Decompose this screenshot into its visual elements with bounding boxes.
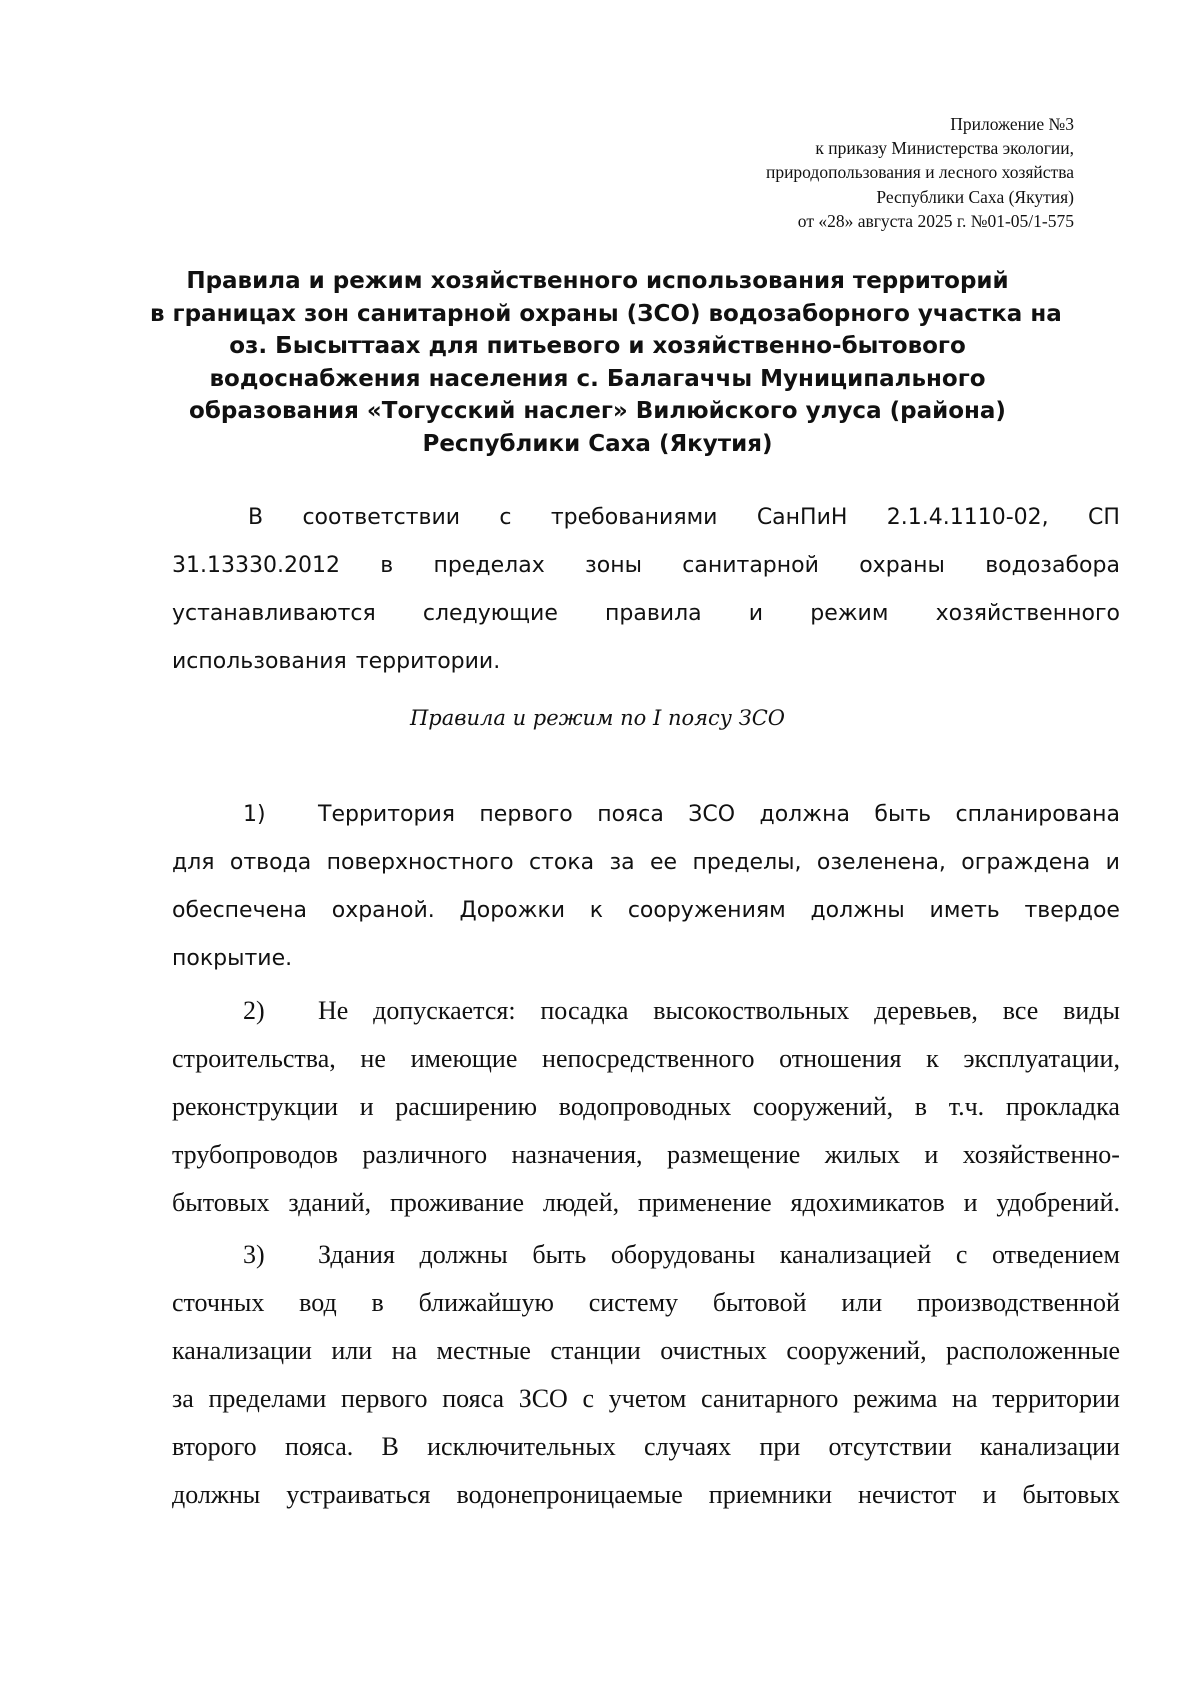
item2-line [172,1044,1120,1074]
word: за [609,850,635,875]
section-heading: Правила и режим по I поясу ЗСО [409,706,786,730]
word: пределами [208,1384,327,1413]
word: с [499,505,512,530]
word: ограждена [961,850,1091,875]
word: и [1105,850,1120,875]
word: все [1002,996,1039,1025]
item-number: 2) [243,996,265,1025]
word: сточных [172,1288,265,1317]
title-line: Республики Саха (Якутия) [422,430,773,457]
word: обеспечена [172,898,307,923]
word: или [331,1336,373,1365]
word: непосредственного [542,1044,755,1073]
word: режима [853,1384,938,1413]
word: и [924,1140,939,1169]
item3-line [172,1336,1120,1366]
word: приемники [708,1480,832,1509]
word: и [982,1480,997,1509]
word: 2.1.4.1110-02, [886,505,1049,530]
intro-line [172,551,1120,581]
word: использования [172,649,347,674]
word: расположенные [946,1336,1120,1365]
word: ЗСО [688,802,736,827]
intro-line [172,599,1120,629]
word: канализацией [779,1240,932,1269]
word: зданий, [288,1188,372,1217]
word: быть [532,1240,587,1269]
word: учетом [608,1384,687,1413]
intro-line [172,647,1120,677]
word: водонепроницаемые [456,1480,683,1509]
word: и [963,1188,978,1217]
appendix-line: природопользования и лесного хозяйства [765,162,1074,183]
word: режим [810,601,889,626]
word: быть [874,802,932,827]
word: деревьев, [874,996,978,1025]
word: в [371,1288,384,1317]
word: водопроводных [558,1092,732,1121]
word: санитарной [682,553,819,578]
word: правила [605,601,702,626]
word: канализации [980,1432,1120,1461]
item1-line [318,800,1120,830]
word: за [172,1384,194,1413]
word: производственной [916,1288,1120,1317]
word: жилых [824,1140,901,1169]
word: покрытие. [172,946,293,971]
item3-line [172,1480,1120,1510]
word: устанавливаются [172,601,376,626]
title-line: Правила и режим хозяйственного использования территорий [186,268,1009,294]
word: зоны [585,553,642,578]
word: допускается: [373,996,516,1025]
word: проживание [390,1188,524,1217]
word: пояса. [284,1432,354,1461]
item3-line [172,1432,1120,1462]
appendix-line: Республики Саха (Якутия) [876,186,1074,207]
word: исключительных [427,1432,616,1461]
word: водозабора [985,553,1120,578]
item2-line [172,1140,1120,1170]
word: хозяйственно- [962,1140,1120,1169]
word: вод [299,1288,337,1317]
word: бытовых [172,1188,270,1217]
word: отвода [229,850,312,875]
word: стока [528,850,595,875]
word: спланирована [955,802,1120,827]
title-line: оз. Бысыттаах для питьевого и хозяйственно-бытового [229,333,966,359]
word: систему [588,1288,679,1317]
word: бытовых [1022,1480,1120,1509]
word: назначения, [511,1140,643,1169]
word: ядохимикатов [790,1188,945,1217]
word: высокоствольных [653,996,850,1025]
word: посадка [540,996,629,1025]
word: или [841,1288,883,1317]
appendix-header [474,112,1074,233]
word: людей, [542,1188,620,1217]
word: требованиями [550,505,718,530]
title-line: образования «Тогусский наслег» Вилюйского улуса (района) [189,398,1006,424]
item1-line [172,848,1120,878]
word: территории [992,1384,1120,1413]
word: реконструкции [172,1092,339,1121]
word: Дорожки [459,898,566,923]
word: расширению [395,1092,538,1121]
word: первого [340,1384,428,1413]
word: пояса [597,802,664,827]
word: местные [436,1336,531,1365]
word: санитарного [701,1384,839,1413]
word: не [360,1044,386,1073]
word: канализации [172,1336,312,1365]
word: соответствии [302,505,461,530]
word: эксплуатации, [963,1044,1120,1073]
word: пределах [433,553,545,578]
word: удобрений. [996,1188,1120,1217]
word: прокладка [1005,1092,1120,1121]
word: сооружений, [752,1092,894,1121]
word: должны [172,1480,261,1509]
item2-line [172,1188,1120,1218]
word: виды [1063,996,1120,1025]
word: должны [810,898,905,923]
word: иметь [929,898,1000,923]
word: отсутствии [828,1432,952,1461]
word: Не [318,996,349,1025]
word: сооружений, [786,1336,927,1365]
word: к [589,898,604,923]
word: к [926,1044,939,1073]
word: при [759,1432,801,1461]
word: для [172,850,215,875]
word: различного [362,1140,488,1169]
item3-line [172,1288,1120,1318]
word: В [248,505,264,530]
word: Здания [318,1240,395,1269]
word: СанПиН [756,505,848,530]
word: с [955,1240,968,1269]
word: ближайшую [418,1288,554,1317]
word: должна [759,802,850,827]
item1-line [172,896,1120,926]
item1-line [172,944,1120,974]
word: с [582,1384,595,1413]
item3-line [172,1384,1120,1414]
word: на [391,1336,418,1365]
word: следующие [422,601,558,626]
item2-line [172,1092,1120,1122]
word: хозяйственного [935,601,1120,626]
word: оборудованы [610,1240,756,1269]
word: охраны [859,553,945,578]
word: и [359,1092,374,1121]
word: строительства, [172,1044,336,1073]
word: случаях [644,1432,732,1461]
word: отведением [991,1240,1120,1269]
word: и [748,601,764,626]
word: ЗСО [518,1384,568,1413]
word: Территория [318,802,455,827]
word: т.ч. [948,1092,985,1121]
word: должны [419,1240,508,1269]
word: в [914,1092,928,1121]
word: трубопроводов [172,1140,338,1169]
appendix-line: к приказу Министерства экологии, [815,138,1074,159]
word: 31.13330.2012 [172,553,340,578]
word: на [952,1384,978,1413]
word: отношения [779,1044,902,1073]
word: очистных [660,1336,767,1365]
word: озеленена, [816,850,946,875]
word: размещение [666,1140,801,1169]
intro-line [248,503,1120,533]
word: нечистот [858,1480,957,1509]
appendix-line: от «28» августа 2025 г. №01-05/1-575 [797,210,1074,231]
document-title [150,265,1062,460]
word: второго [172,1432,257,1461]
word: твердое [1024,898,1120,923]
appendix-line: Приложение №3 [950,114,1074,134]
word: СП [1088,505,1120,530]
word: территории. [355,649,501,674]
word: применение [637,1188,772,1217]
word: имеющие [410,1044,518,1073]
word: сооружениям [627,898,786,923]
word: первого [479,802,573,827]
word: В [381,1432,399,1461]
word: охраной. [331,898,435,923]
word: станции [550,1336,641,1365]
word: устраиваться [286,1480,431,1509]
item2-line [318,996,1120,1026]
item-number: 3) [243,1240,265,1269]
word: пояса [442,1384,504,1413]
item-number: 1) [243,802,266,827]
item3-line [318,1240,1120,1270]
word: поверхностного [326,850,514,875]
word: ее [650,850,678,875]
title-line: в границах зон санитарной охраны (ЗСО) водозаборного участка на [150,300,1062,327]
word: пределы, [692,850,802,875]
word: в [380,553,394,578]
word: бытовой [712,1288,807,1317]
title-line: водоснабжения населения с. Балагаччы Муниципального [209,365,986,392]
